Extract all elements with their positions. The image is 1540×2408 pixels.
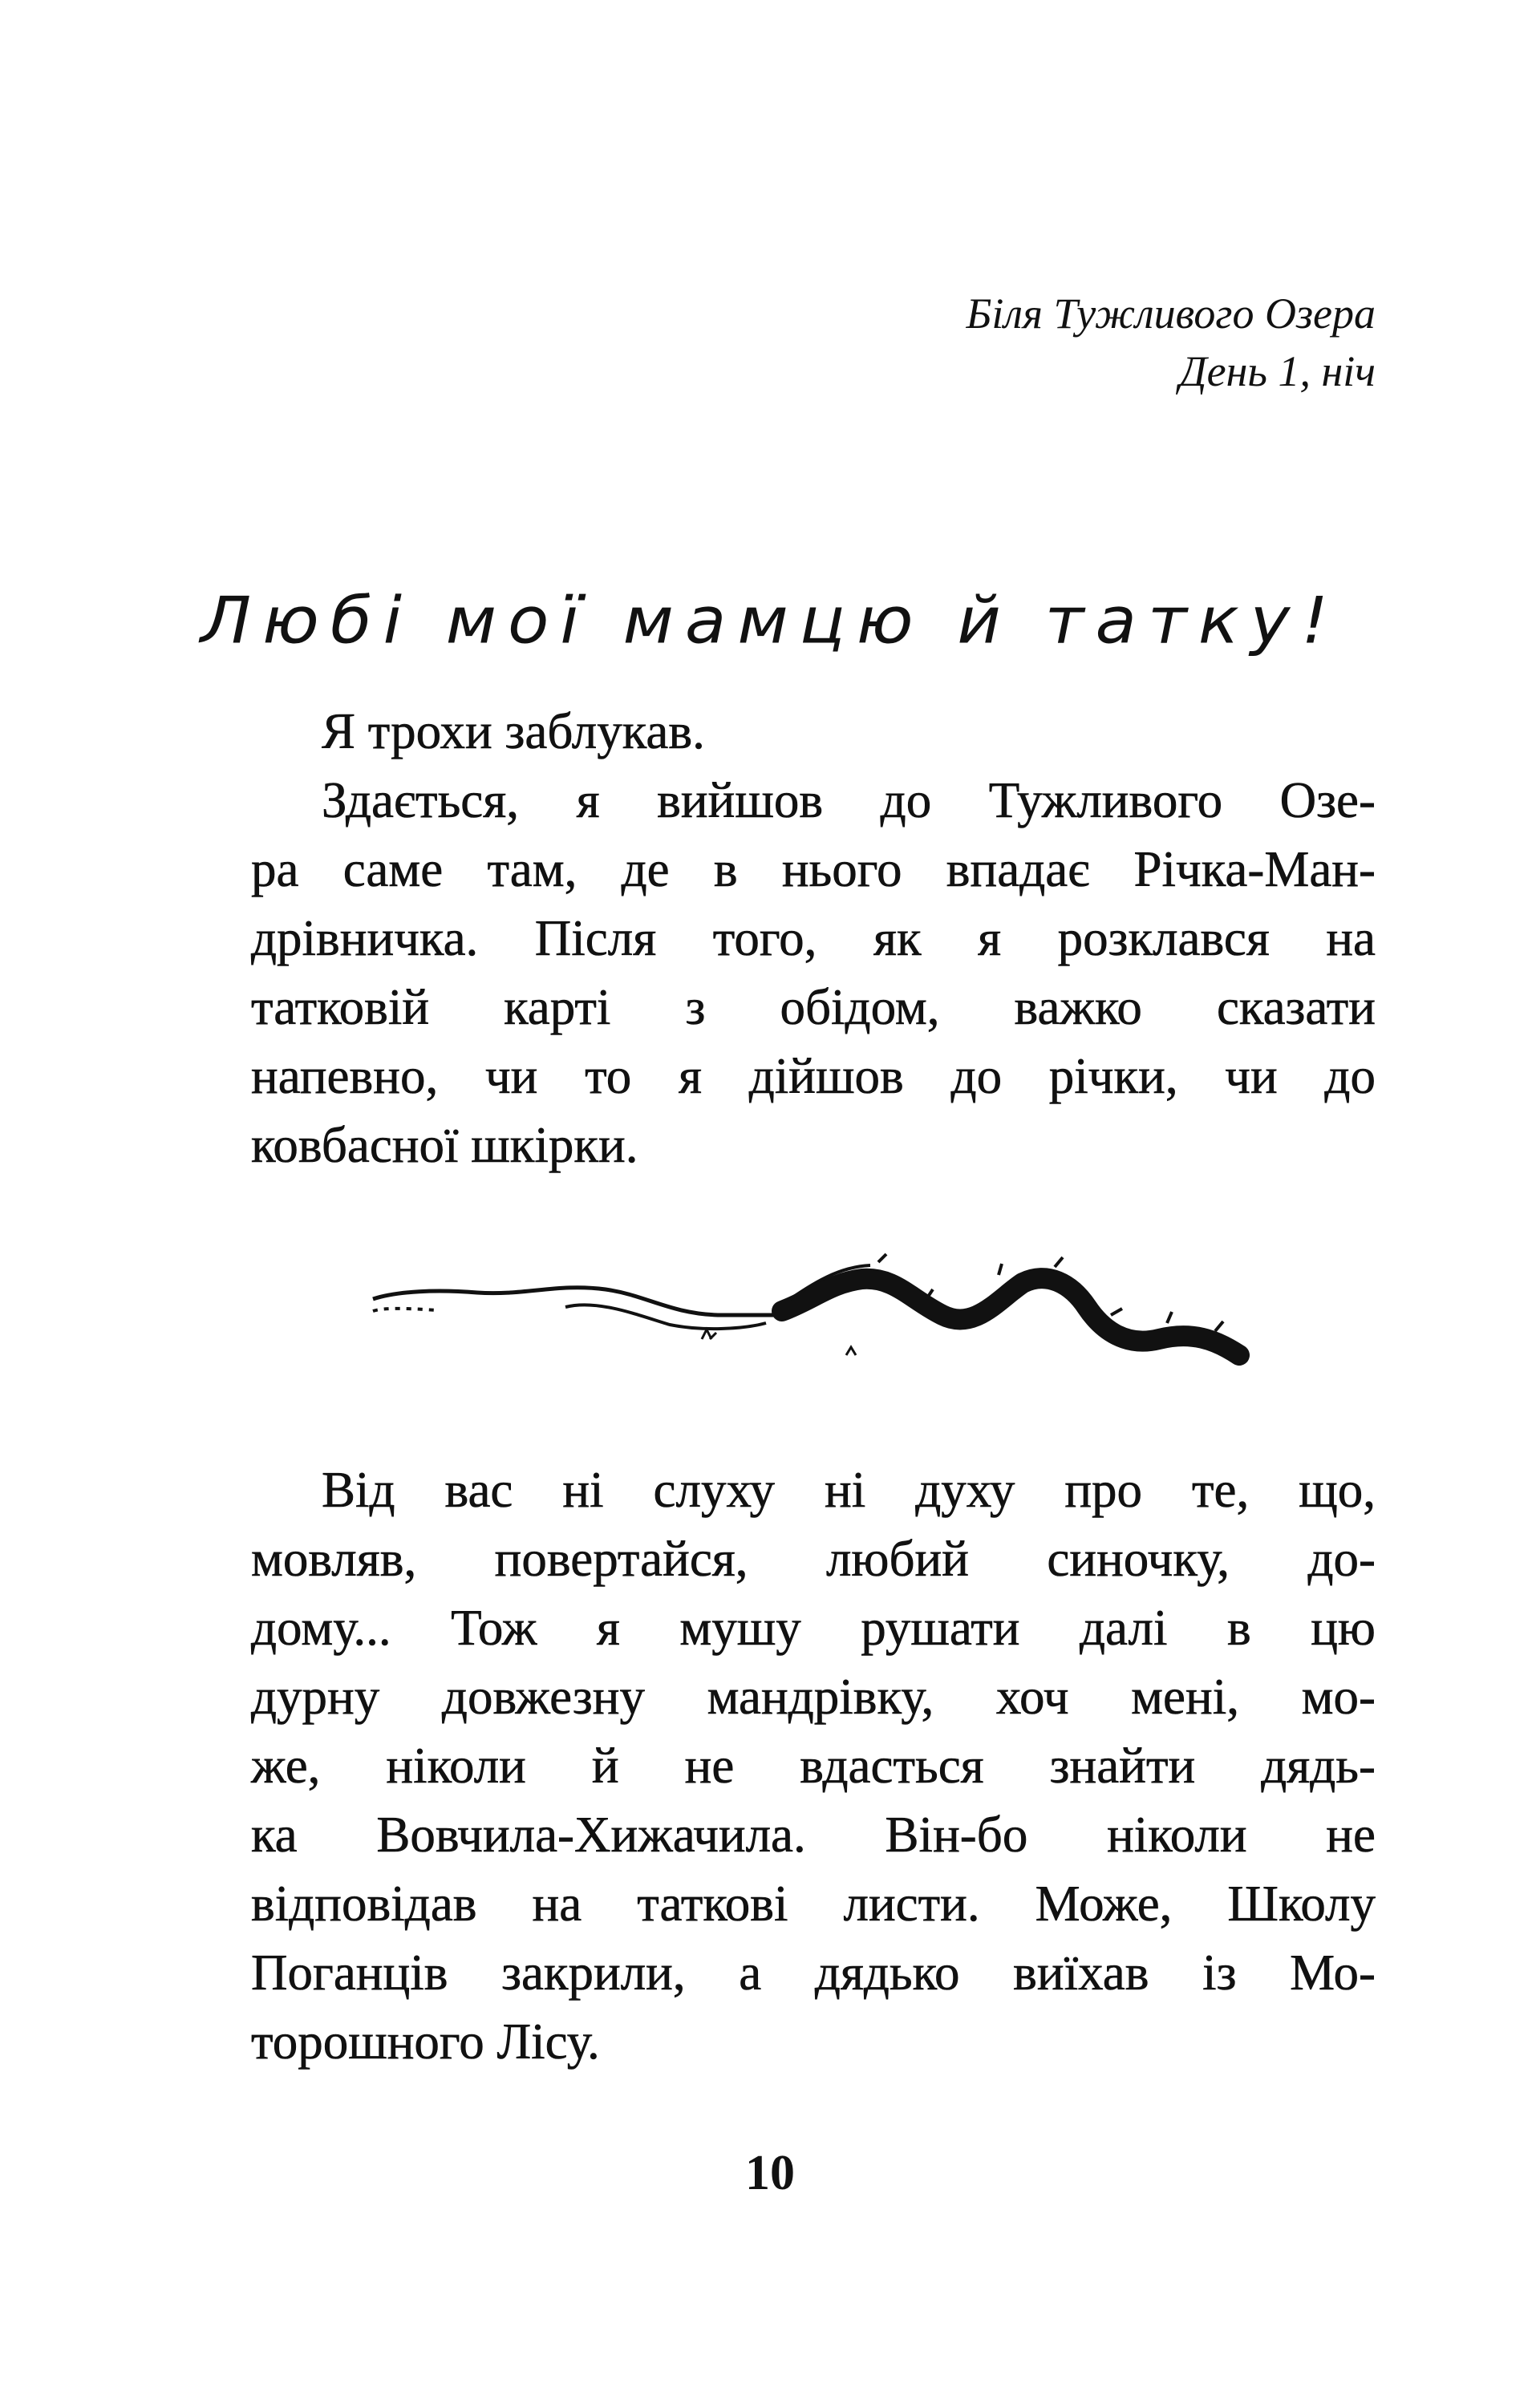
header-date: День 1, ніч (1179, 347, 1376, 395)
paragraph-2 (251, 766, 1376, 1180)
text-line: дрівничка. Після того, як я розклався на (251, 910, 1376, 966)
river-illustration (365, 1251, 1263, 1379)
page-number: 10 (745, 2146, 795, 2200)
header-location: Біля Тужливого Озера (966, 289, 1376, 338)
text-line: мовляв, повертайся, любий синочку, до- (251, 1531, 1376, 1587)
text-line: ра саме там, де в нього впадає Річка-Ман- (251, 841, 1376, 897)
text-line: ка Вовчила-Хижачила. Він-бо ніколи не (251, 1807, 1376, 1863)
text-line: дурну довжезну мандрівку, хоч мені, мо- (251, 1669, 1376, 1725)
text-line: татковій карті з обідом, важко сказати (251, 979, 1376, 1035)
text-line: відповідав на таткові листи. Може, Школу (251, 1876, 1376, 1932)
text-line: Я трохи заблукав. (322, 703, 705, 759)
text-line: дому... Тож я мушу рушати далі в цю (251, 1600, 1376, 1656)
paragraph-1 (251, 697, 1376, 766)
text-line: же, ніколи й не вдасться знайти дядь- (251, 1738, 1376, 1794)
paragraph-3 (251, 1455, 1376, 2076)
text-line: ковбасної шкірки. (251, 1117, 638, 1173)
text-line: Здається, я вийшов до Тужливого Озе- (322, 772, 1376, 828)
text-line: Поганців закрили, а дядько виїхав із Мо- (251, 1945, 1376, 2001)
text-line: торошного Лісу. (251, 2013, 600, 2070)
text-line: Від вас ні слуху ні духу про те, що, (322, 1462, 1376, 1518)
handwritten-salutation: Любі мої мамцю й татку! (200, 583, 1340, 658)
text-line: напевно, чи то я дійшов до річки, чи до (251, 1048, 1376, 1104)
